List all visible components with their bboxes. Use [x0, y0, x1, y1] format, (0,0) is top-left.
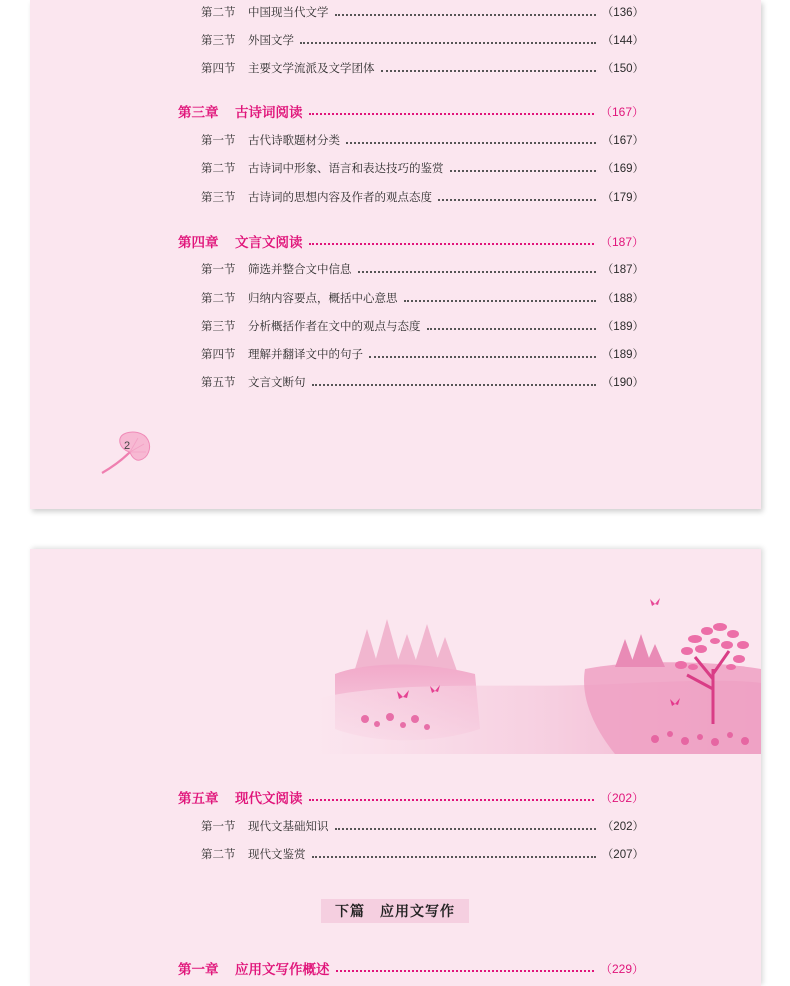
entry-page: （150）	[601, 63, 644, 75]
dot-leader	[312, 383, 596, 386]
entry-page: （207）	[601, 849, 644, 861]
entry-page: （179）	[601, 192, 644, 204]
dot-leader	[336, 969, 594, 972]
dot-leader	[335, 13, 596, 16]
entry-title: 筛选并整合文中信息	[248, 264, 352, 276]
entry-page: （187）	[599, 234, 644, 249]
entry-number: 第二节	[201, 7, 236, 19]
entry-page: （229）	[599, 961, 644, 976]
toc-section-entry[interactable]	[201, 344, 644, 364]
dot-leader	[427, 327, 596, 330]
toc-section-entry[interactable]	[201, 259, 644, 279]
entry-page: （190）	[601, 377, 644, 389]
entry-title: 现代文阅读	[235, 791, 303, 806]
toc-chapter-entry[interactable]	[178, 231, 644, 251]
entry-number: 第一节	[201, 264, 236, 276]
toc-section-entry[interactable]	[201, 288, 644, 308]
dot-leader	[438, 198, 596, 201]
toc-chapter-entry[interactable]	[178, 958, 644, 978]
entry-title: 主要文学流派及文学团体	[248, 63, 375, 75]
dot-leader	[369, 355, 596, 358]
toc-section-entry[interactable]	[201, 130, 644, 150]
toc-section-entry[interactable]	[201, 316, 644, 336]
entry-number: 第一章	[178, 962, 219, 977]
entry-page: （202）	[599, 790, 644, 805]
entry-page: （169）	[601, 163, 644, 175]
dot-leader	[309, 242, 594, 245]
entry-page: （144）	[601, 35, 644, 47]
toc-section-entry[interactable]	[201, 187, 644, 207]
dot-leader	[309, 798, 594, 801]
entry-title: 现代文基础知识	[248, 821, 329, 833]
toc-section-entry[interactable]	[201, 844, 644, 864]
toc-page-2	[30, 549, 761, 986]
entry-page: （202）	[601, 821, 644, 833]
dot-leader	[300, 41, 596, 44]
entry-title: 文言文断句	[248, 377, 306, 389]
entry-title: 分析概括作者在文中的观点与态度	[248, 321, 421, 333]
entry-number: 第二节	[201, 849, 236, 861]
dot-leader	[404, 299, 596, 302]
ginkgo-leaf-icon	[94, 428, 154, 478]
entry-title: 现代文鉴赏	[248, 849, 306, 861]
entry-title: 理解并翻译文中的句子	[248, 349, 363, 361]
dot-leader	[450, 169, 596, 172]
dot-leader	[335, 827, 596, 830]
entry-number: 第三章	[178, 105, 219, 120]
toc-section-entry[interactable]	[201, 30, 644, 50]
entry-number: 第三节	[201, 192, 236, 204]
entry-page: （167）	[601, 135, 644, 147]
entry-number: 第一节	[201, 821, 236, 833]
dot-leader	[381, 69, 596, 72]
entry-number: 第一节	[201, 135, 236, 147]
part-title: 下篇 应用文写作	[321, 899, 469, 923]
toc-section-entry[interactable]	[201, 372, 644, 392]
entry-number: 第三节	[201, 35, 236, 47]
entry-title: 古代诗歌题材分类	[248, 135, 340, 147]
entry-page: （167）	[599, 104, 644, 119]
landscape-illustration	[315, 579, 761, 754]
toc-page-1	[30, 0, 761, 509]
entry-title: 古诗词阅读	[235, 105, 303, 120]
entry-title: 应用文写作概述	[235, 962, 330, 977]
toc-section-entry[interactable]	[201, 816, 644, 836]
entry-number: 第二节	[201, 293, 236, 305]
toc-section-entry[interactable]	[201, 58, 644, 78]
entry-number: 第二节	[201, 163, 236, 175]
toc-section-entry[interactable]	[201, 2, 644, 22]
entry-page: （188）	[601, 293, 644, 305]
entry-page: （136）	[601, 7, 644, 19]
entry-title: 古诗词的思想内容及作者的观点态度	[248, 192, 432, 204]
entry-number: 第三节	[201, 321, 236, 333]
entry-page: （189）	[601, 321, 644, 333]
dot-leader	[312, 855, 596, 858]
entry-title: 古诗词中形象、语言和表达技巧的鉴赏	[248, 163, 444, 175]
entry-number: 第五节	[201, 377, 236, 389]
entry-number: 第四节	[201, 63, 236, 75]
entry-number: 第四节	[201, 349, 236, 361]
entry-title: 归纳内容要点，概括中心意思	[248, 293, 398, 305]
toc-section-entry[interactable]	[201, 158, 644, 178]
dot-leader	[309, 112, 594, 115]
toc-chapter-entry[interactable]	[178, 101, 644, 121]
dot-leader	[358, 270, 596, 273]
toc-chapter-entry[interactable]	[178, 787, 644, 807]
entry-number: 第五章	[178, 791, 219, 806]
entry-title: 中国现当代文学	[248, 7, 329, 19]
entry-number: 第四章	[178, 235, 219, 250]
page-number: 2	[124, 440, 131, 452]
entry-title: 外国文学	[248, 35, 294, 47]
dot-leader	[346, 141, 596, 144]
entry-title: 文言文阅读	[235, 235, 303, 250]
entry-page: （189）	[601, 349, 644, 361]
entry-page: （187）	[601, 264, 644, 276]
